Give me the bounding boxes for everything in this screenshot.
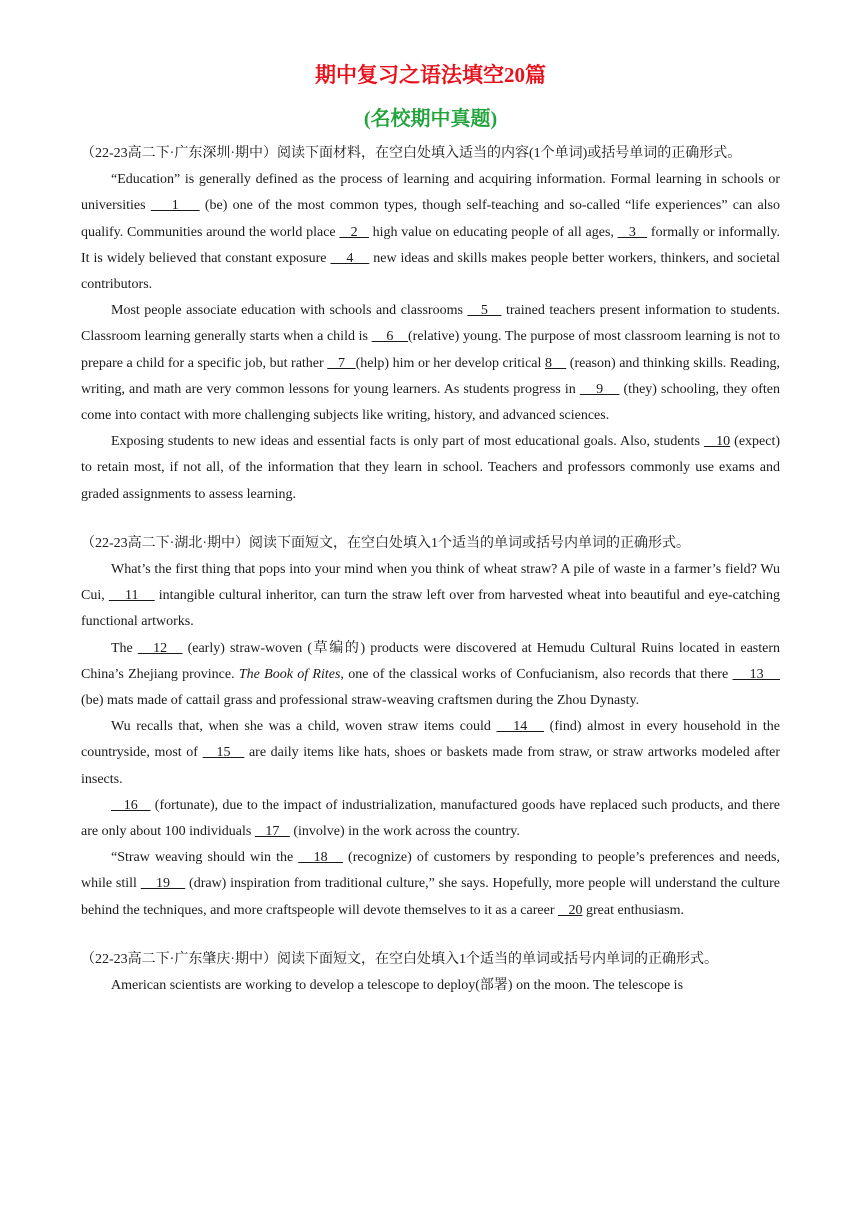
paragraph-text: (draw) inspiration from traditional culture,” she says. Hopefully, more people will understand the culture behind the techniques, and more craftspeople will devote themselves to it as a career (81, 876, 780, 918)
paragraph-text: intangible cultural inheritor, can turn the straw left over from harvested wheat into beautiful and eye-catching functional artworks. (81, 588, 781, 630)
answer-blank: 9 (579, 381, 620, 397)
passage-paragraph (81, 845, 780, 924)
paragraph-text: Wu recalls that, when she was a child, woven straw items could (111, 719, 497, 735)
paragraph-text: (be) one of the most common types, though self-teaching and so-called “life experiences” can also qualify. Communities around the world place (81, 198, 781, 240)
answer-blank: 14 (496, 719, 545, 735)
paragraph-text: formally or informally. It is widely believed that constant exposure (81, 224, 780, 266)
passage-instructions: （22-23高二下·广东肇庆·期中）阅读下面短文，在空白处填入1个适当的单词或括号内单词的正确形式。 (81, 951, 718, 967)
answer-blank: 2 (339, 224, 369, 240)
passage-paragraph (81, 167, 780, 298)
paragraph-text: American scientists are working to develop a telescope to deploy(部署) on the moon. The telescope is (111, 978, 684, 994)
answer-blank: 10 (703, 434, 731, 450)
answer-blank: 1 (150, 198, 200, 214)
paragraph-text: , one of the classical works of Confucianism, also records that there (340, 666, 733, 682)
paragraph-text: (fortunate), due to the impact of industrialization, manufactured goods have replaced such products, and there are only about 100 individuals (81, 797, 780, 840)
answer-blank: 16 (111, 797, 151, 813)
answer-blank: 7 (327, 355, 356, 371)
paragraph-text: trained teachers present information to students. Classroom learning generally starts when a child is (81, 303, 781, 345)
passage-paragraph (81, 298, 780, 429)
passage-paragraph (81, 636, 780, 715)
paragraph-text: (help) him or her develop critical (355, 355, 545, 371)
answer-blank: 15 (202, 745, 245, 761)
page-title: 期中复习之语法填空20篇 (315, 63, 546, 87)
paragraph-text: Exposing students to new ideas and essential facts is only part of most educational goals. Also, students (111, 434, 704, 450)
paragraph-text: (recognize) of customers by responding to people’s preferences and needs, while still (81, 850, 780, 892)
book-title: The Book of Rites (238, 666, 341, 682)
paragraph-text: The (111, 640, 138, 656)
answer-blank: 4 (330, 250, 370, 266)
paragraph-text: (involve) in the work across the country. (289, 824, 520, 840)
passage-section (81, 531, 780, 924)
paragraph-text: new ideas and skills makes people better workers, thinkers, and societal contributors. (81, 250, 780, 293)
answer-blank: 13 (732, 666, 780, 682)
paragraph-text: are daily items like hats, shoes or baskets made from straw, or straw artworks modeled after insects. (81, 745, 781, 787)
paragraph-text: (expect) to retain most, if not all, of the information that they learn in school. Teachers and professors commonly use exams and graded assignments to assess learning. (81, 434, 781, 502)
answer-blank: 18 (298, 850, 343, 866)
passage-instructions: （22-23高二下·湖北·期中）阅读下面短文，在空白处填入1个适当的单词或括号内单词的正确形式。 (81, 535, 690, 551)
passage-section (81, 947, 780, 999)
exercise-sections (81, 141, 780, 999)
page-subtitle: (名校期中真题) (363, 108, 498, 130)
answer-blank: 19 (140, 876, 186, 892)
answer-blank: 5 (467, 303, 502, 319)
paragraph-text: (relative) young. The purpose of most classroom learning is not to prepare a child for a specific job, but rather (81, 329, 781, 371)
answer-blank: 6 (371, 329, 409, 345)
paragraph-text: (they) schooling, they often come into contact with more challenging subjects like writing, history, and advanced sciences. (81, 381, 780, 424)
answer-blank: 17 (254, 824, 290, 840)
paragraph-text: Most people associate education with schools and classrooms (111, 303, 468, 319)
passage-paragraph (81, 793, 780, 845)
answer-blank: 20 (558, 902, 583, 918)
paragraph-text: What’s the first thing that pops into your mind when you think of wheat straw? A pile of waste in a farmer’s field? Wu Cui, (81, 562, 780, 604)
answer-blank: 3 (617, 224, 648, 240)
answer-blank: 12 (137, 640, 183, 656)
passage-paragraph (81, 557, 780, 636)
answer-blank: 11 (108, 588, 155, 604)
paragraph-text: high value on educating people of all ages, (368, 224, 618, 240)
passage-instructions: （22-23高二下·广东深圳·期中）阅读下面材料，在空白处填入适当的内容(1个单词)或括号单词的正确形式。 (81, 146, 742, 161)
paragraph-text: (be) mats made of cattail grass and professional straw-weaving craftsmen during the Zhou Dynasty. (81, 693, 640, 709)
passage-paragraph (81, 973, 780, 999)
answer-blank: 8 (544, 355, 567, 371)
paragraph-text: (find) almost in every household in the countryside, most of (81, 719, 781, 761)
paragraph-text: great enthusiasm. (582, 902, 684, 918)
passage-paragraph (81, 429, 780, 508)
paragraph-text: “Straw weaving should win the (111, 850, 299, 866)
paragraph-text: (reason) and thinking skills. Reading, writing, and math are very common lessons for young learners. As students progress in (81, 355, 781, 397)
passage-section (81, 141, 780, 508)
passage-paragraph (81, 714, 780, 793)
paragraph-text: (early) straw-woven (草编的) products were discovered at Hemudu Cultural Ruins located in eastern China’s Zhejiang province. (81, 640, 781, 682)
paragraph-text: “Education” is generally defined as the process of learning and acquiring information. Formal learning in schools or universities (81, 172, 780, 214)
